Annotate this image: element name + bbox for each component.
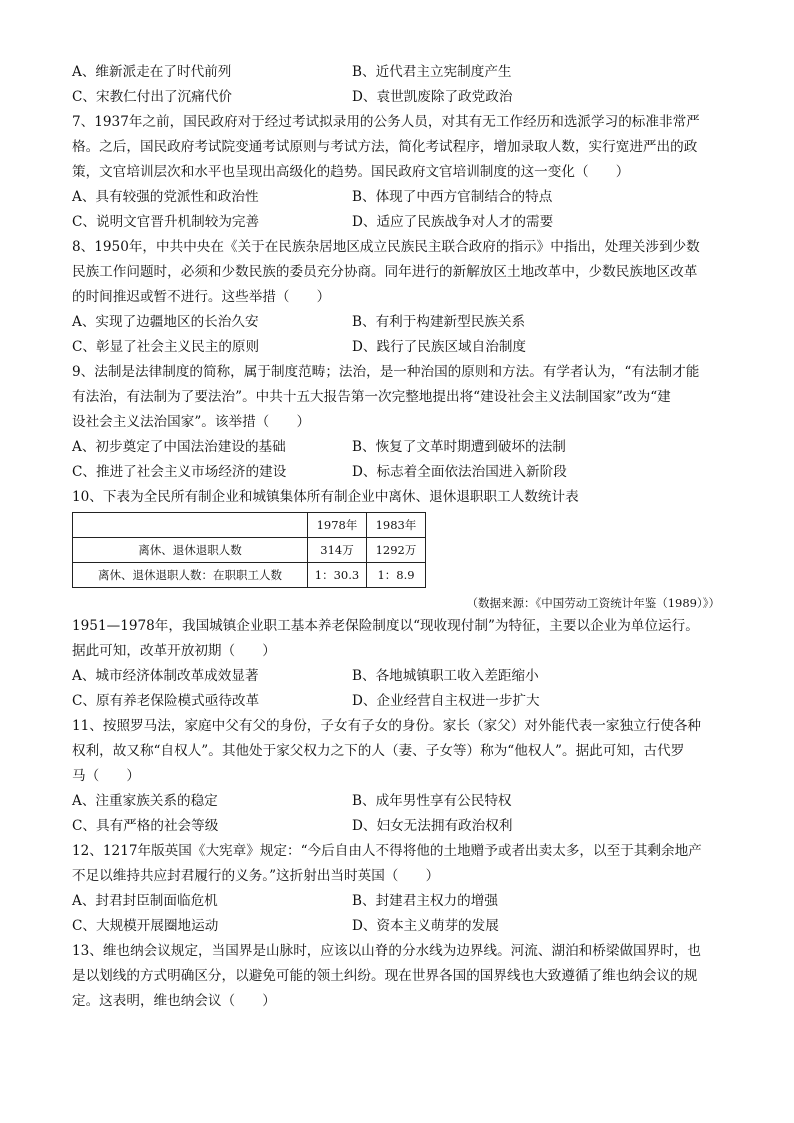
q7-option-b[interactable]: B、体现了中西方官制结合的特点 xyxy=(352,189,553,205)
question-11 xyxy=(72,714,722,839)
q6-options-row-2 xyxy=(72,85,722,110)
q12-stem-line: 不足以维持共应封君履行的义务。”这折射出当时英国（ ） xyxy=(72,868,440,884)
q8-stem-line: 的时间推迟或暂不进行。这些举措（ ） xyxy=(72,289,331,305)
q8-options-row-2 xyxy=(72,335,722,360)
q13-stem-line: 13、维也纳会议规定，当国界是山脉时，应该以山脊的分水线为边界线。河流、湖泊和桥梁做国界时，也 xyxy=(72,943,702,959)
question-7 xyxy=(72,110,722,235)
q12-option-b[interactable]: B、封建君主权力的增强 xyxy=(352,893,498,909)
q12-option-c[interactable]: C、大规模开展圈地运动 xyxy=(72,918,219,934)
question-13 xyxy=(72,939,722,1014)
q11-option-a[interactable]: A、注重家族关系的稳定 xyxy=(72,793,218,809)
q9-option-a[interactable]: A、初步奠定了中国法治建设的基础 xyxy=(72,439,286,455)
table-cell: 314万 xyxy=(308,538,367,563)
q8-option-a[interactable]: A、实现了边疆地区的长治久安 xyxy=(72,314,259,330)
q9-stem-line: 有法治，有法制为了要法治”。中共十五大报告第一次完整地提出将“建设社会主义法制国家”改为“建 xyxy=(72,389,671,405)
table-header-cell: 1978年 xyxy=(308,513,367,538)
q7-options-row-2 xyxy=(72,210,722,235)
q10-option-d[interactable]: D、企业经营自主权进一步扩大 xyxy=(352,693,540,709)
q12-option-a[interactable]: A、封君封臣制面临危机 xyxy=(72,893,218,909)
q12-stem-line: 12、1217年版英国《大宪章》规定：“今后自由人不得将他的土地赠予或者出卖太多，以至于其剩余地产 xyxy=(72,843,702,859)
q10-options-row-2 xyxy=(72,689,722,714)
question-10 xyxy=(72,485,722,714)
q11-stem-line: 权利，故又称“自权人”。其他处于家父权力之下的人（妻、子女等）称为“他权人”。据此可知，古代罗 xyxy=(72,743,685,759)
exam-page xyxy=(72,60,722,1014)
q12-options-row-2 xyxy=(72,914,722,939)
q9-options-row-2 xyxy=(72,460,722,485)
q6-option-c[interactable]: C、宋教仁付出了沉痛代价 xyxy=(72,89,232,105)
question-12 xyxy=(72,839,722,939)
q10-stem-line: 据此可知，改革开放初期（ ） xyxy=(72,643,276,659)
q10-options-row-1 xyxy=(72,664,722,689)
q12-options-row-1 xyxy=(72,889,722,914)
q9-option-c[interactable]: C、推进了社会主义市场经济的建设 xyxy=(72,464,287,480)
q7-option-c[interactable]: C、说明文官晋升机制较为完善 xyxy=(72,214,260,230)
table-cell: 1：8.9 xyxy=(367,563,426,588)
table-cell: 离休、退休退职人数：在职职工人数 xyxy=(73,563,308,588)
q6-option-d[interactable]: D、袁世凯废除了政党政治 xyxy=(352,89,513,105)
q10-option-a[interactable]: A、城市经济体制改革成效显著 xyxy=(72,668,259,684)
table-row xyxy=(73,563,426,588)
question-9 xyxy=(72,360,722,485)
question-8 xyxy=(72,235,722,360)
q8-stem-line: 8、1950年，中共中央在《关于在民族杂居地区成立民族民主联合政府的指示》中指出，处理关涉到少数 xyxy=(72,239,700,255)
q10-option-b[interactable]: B、各地城镇职工收入差距缩小 xyxy=(352,668,539,684)
q8-option-d[interactable]: D、践行了民族区域自治制度 xyxy=(352,339,527,355)
q8-stem-line: 民族工作问题时，必须和少数民族的委员充分协商。同年进行的新解放区土地改革中，少数民族地区改革 xyxy=(72,264,698,280)
table-header-cell xyxy=(73,513,308,538)
table-cell: 1：30.3 xyxy=(308,563,367,588)
q8-option-c[interactable]: C、彰显了社会主义民主的原则 xyxy=(72,339,260,355)
q6-options-row-1 xyxy=(72,60,722,85)
table-source-note: （数据来源：《中国劳动工资统计年鉴（1989）》） xyxy=(466,596,720,610)
q9-option-b[interactable]: B、恢复了文革时期遭到破坏的法制 xyxy=(352,439,566,455)
q10-stem-line: 1951—1978年，我国城镇企业职工基本养老保险制度以“现收现付制”为特征，主要以企业为单位运行。 xyxy=(72,618,699,634)
q9-stem-line: 9、法制是法律制度的简称，属于制度范畴；法治，是一种治国的原则和方法。有学者认为，“有法制才能 xyxy=(72,364,700,380)
q11-stem-line: 11、按照罗马法，家庭中父有父的身份，子女有子女的身份。家长（家父）对外能代表一家独立行使各种 xyxy=(72,718,702,734)
q11-options-row-1 xyxy=(72,789,722,814)
table-cell: 1292万 xyxy=(367,538,426,563)
q7-options-row-1 xyxy=(72,185,722,210)
q10-option-c[interactable]: C、原有养老保险模式亟待改革 xyxy=(72,693,260,709)
q6-option-a[interactable]: A、维新派走在了时代前列 xyxy=(72,64,232,80)
q11-options-row-2 xyxy=(72,814,722,839)
q9-option-d[interactable]: D、标志着全面依法治国进入新阶段 xyxy=(352,464,567,480)
table-cell: 离休、退休退职人数 xyxy=(73,538,308,563)
table-row xyxy=(73,538,426,563)
q13-stem-line: 是以划线的方式明确区分，以避免可能的领土纠纷。现在世界各国的国界线也大致遵循了维也纳会议的规 xyxy=(72,968,698,984)
q10-intro: 10、下表为全民所有制企业和城镇集体所有制企业中离休、退休退职职工人数统计表 xyxy=(72,489,579,505)
q11-option-c[interactable]: C、具有严格的社会等级 xyxy=(72,818,219,834)
table-header-row xyxy=(73,513,426,538)
q6-option-b[interactable]: B、近代君主立宪制度产生 xyxy=(352,64,512,80)
q11-option-d[interactable]: D、妇女无法拥有政治权利 xyxy=(352,818,513,834)
q7-option-d[interactable]: D、适应了民族战争对人才的需要 xyxy=(352,214,554,230)
q7-stem-line: 7、1937年之前，国民政府对于经过考试拟录用的公务人员，对其有无工作经历和选派学习的标准非常严 xyxy=(72,114,700,130)
q9-options-row-1 xyxy=(72,435,722,460)
q11-stem-line: 马（ ） xyxy=(72,768,140,784)
statistics-table xyxy=(72,512,426,588)
q7-stem-line: 策，文官培训层次和水平也呈现出高级化的趋势。国民政府文官培训制度的这一变化（ ） xyxy=(72,164,630,180)
q12-option-d[interactable]: D、资本主义萌芽的发展 xyxy=(352,918,499,934)
table-header-cell: 1983年 xyxy=(367,513,426,538)
q8-option-b[interactable]: B、有利于构建新型民族关系 xyxy=(352,314,526,330)
q13-stem-line: 定。这表明，维也纳会议（ ） xyxy=(72,993,276,1009)
q9-stem-line: 设社会主义法治国家”。该举措（ ） xyxy=(72,414,311,430)
q7-option-a[interactable]: A、具有较强的党派性和政治性 xyxy=(72,189,259,205)
q8-options-row-1 xyxy=(72,310,722,335)
q7-stem-line: 格。之后，国民政府考试院变通考试原则与考试方法，简化考试程序，增加录取人数，实行宽进严出的政 xyxy=(72,139,698,155)
q11-option-b[interactable]: B、成年男性享有公民特权 xyxy=(352,793,512,809)
